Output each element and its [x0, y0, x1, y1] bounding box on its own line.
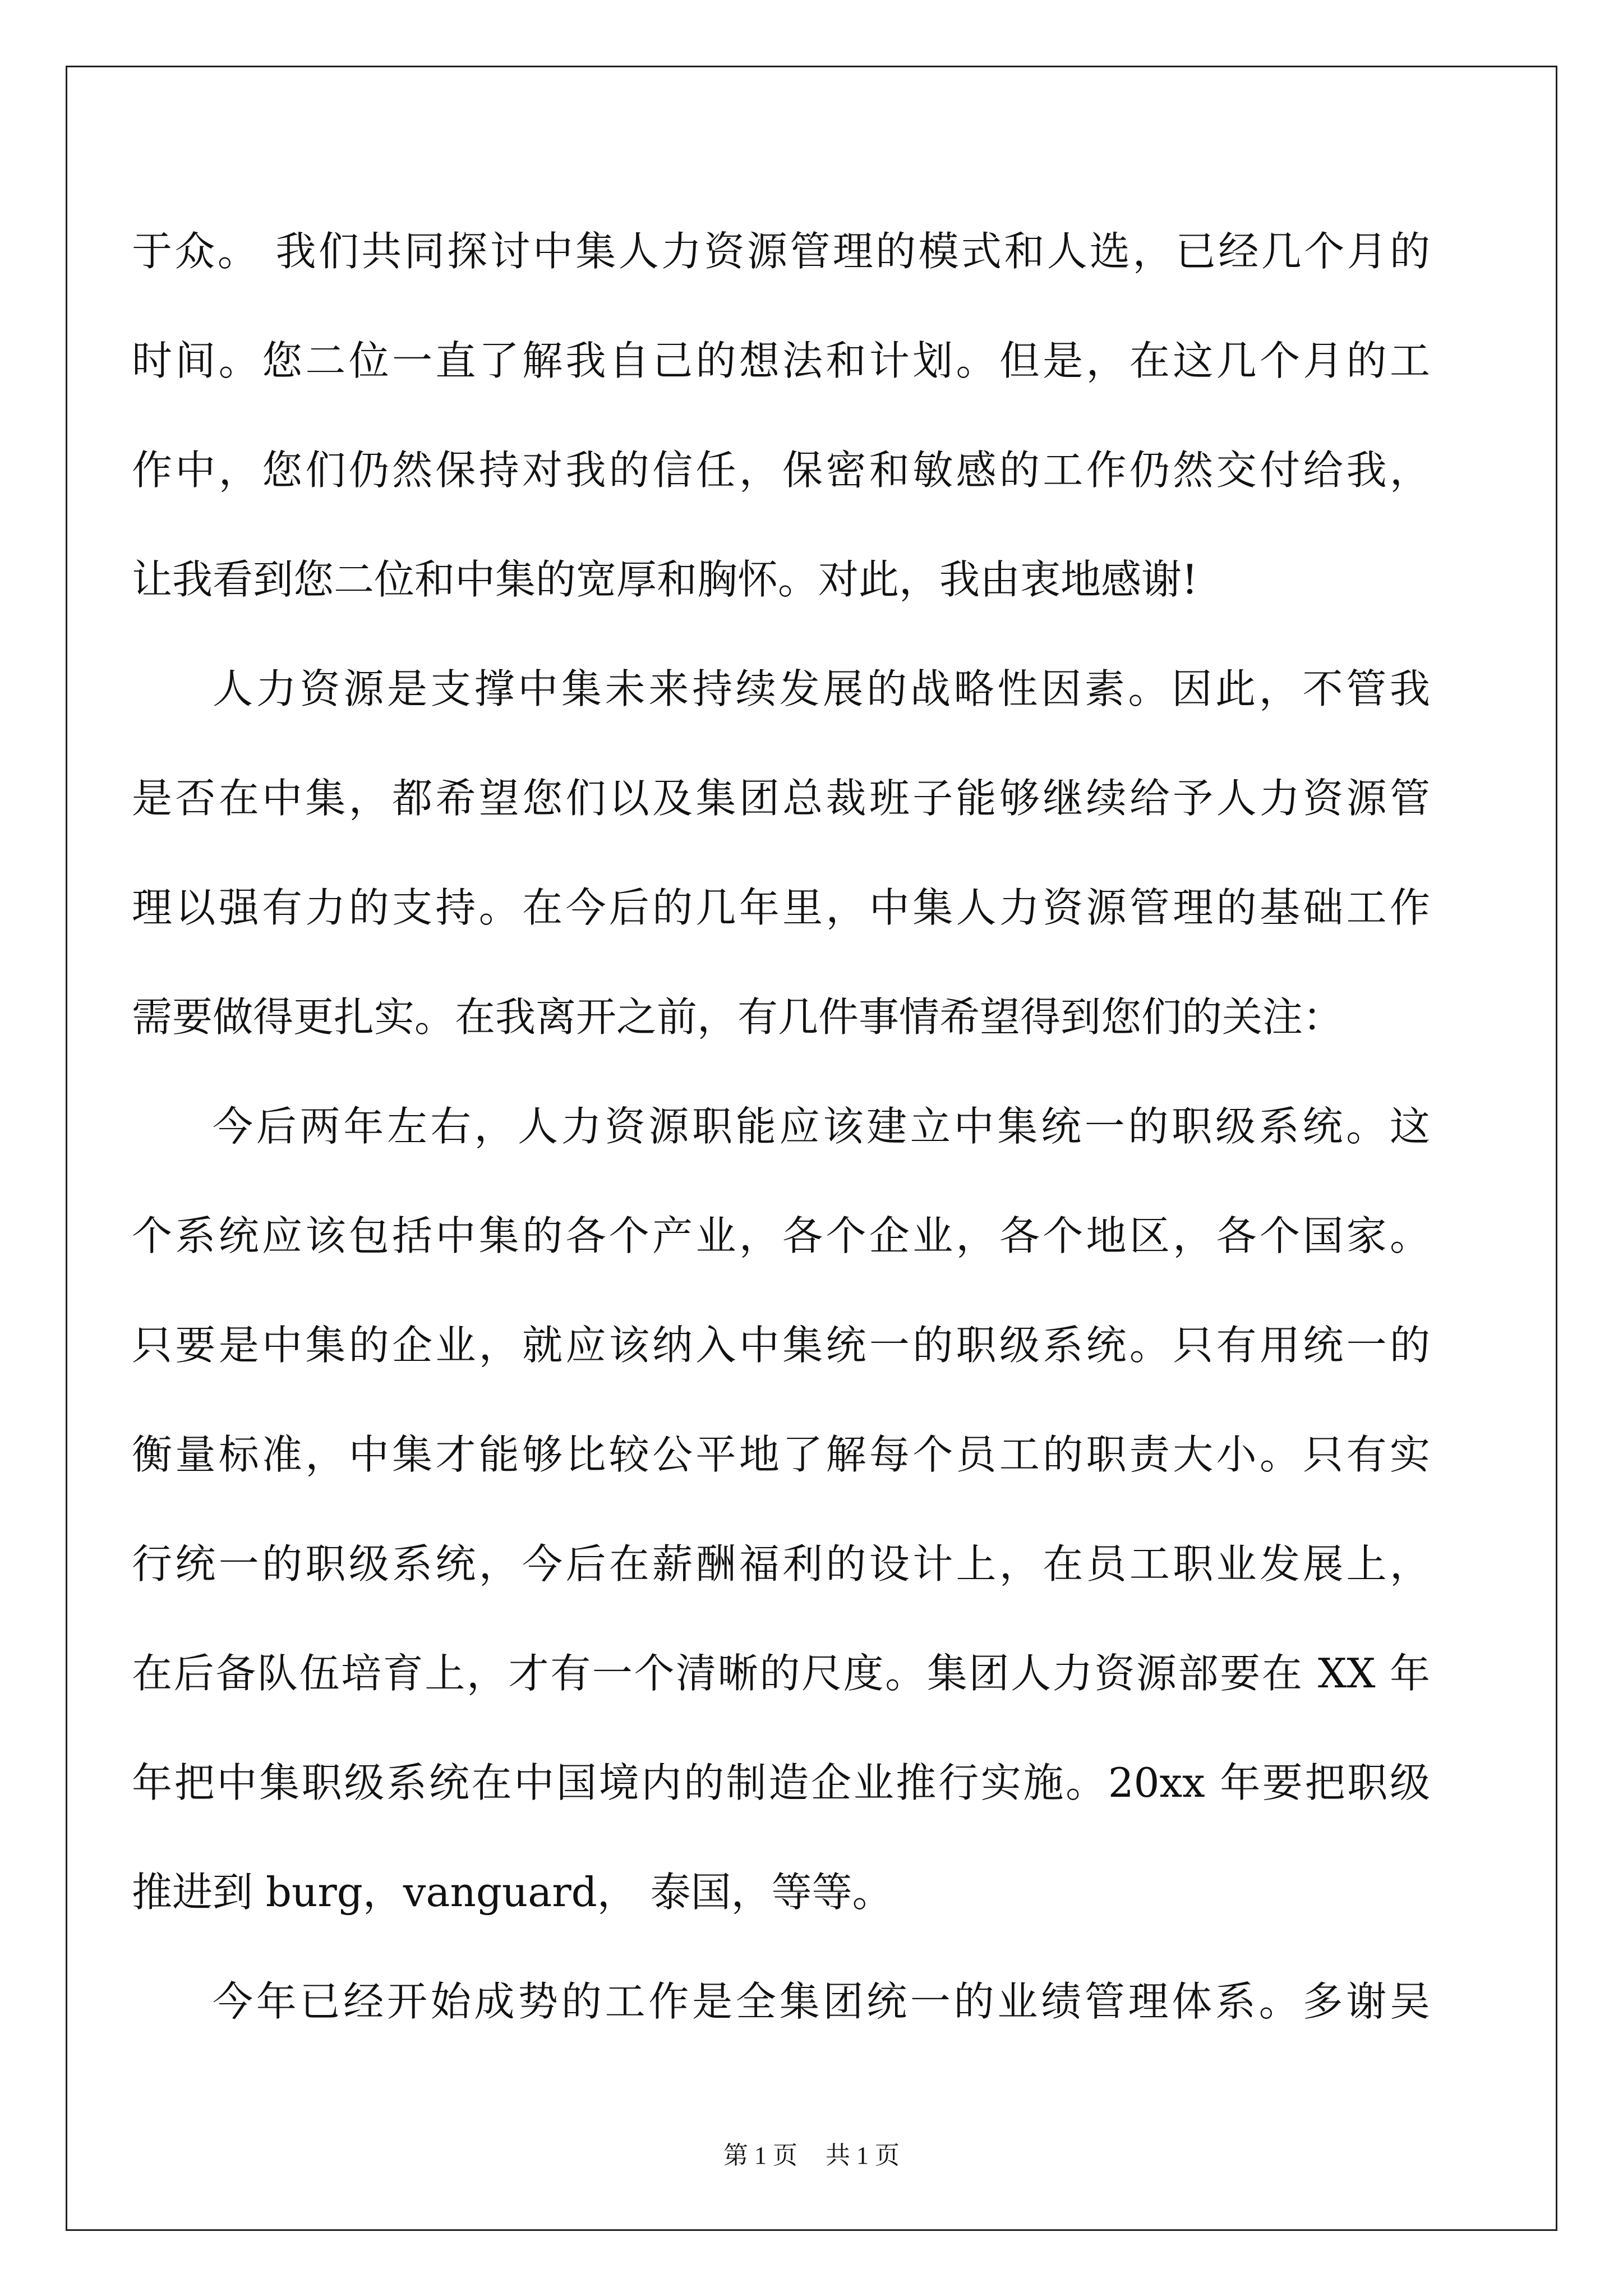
document-body — [132, 218, 1430, 2077]
text-line: 时间。您二位一直了解我自己的想法和计划。但是，在这几个月的工 — [132, 337, 1430, 384]
page-footer — [0, 2139, 1623, 2173]
text-line: 只要是中集的企业，就应该纳入中集统一的职级系统。只有用统一的 — [132, 1322, 1430, 1369]
text-line: 行统一的职级系统，今后在薪酬福利的设计上，在员工职业发展上， — [132, 1540, 1430, 1588]
text-line: 让我看到您二位和中集的宽厚和胸怀。对此，我由衷地感谢! — [132, 556, 1198, 603]
text-line: 理以强有力的支持。在今后的几年里，中集人力资源管理的基础工作 — [132, 884, 1430, 931]
text-line: 是否在中集，都希望您们以及集团总裁班子能够继续给予人力资源管 — [132, 775, 1430, 822]
text-line: 年把中集职级系统在中国境内的制造企业推行实施。20xx 年要把职级 — [132, 1759, 1430, 1806]
text-line: 推进到 burg，vanguard， 泰国，等等。 — [132, 1869, 893, 1916]
text-line: 在后备队伍培育上，才有一个清晰的尺度。集团人力资源部要在 XX 年 — [132, 1650, 1430, 1697]
page-number: 第 1 页 — [723, 2142, 797, 2169]
text-line: 今后两年左右，人力资源职能应该建立中集统一的职级系统。这 — [213, 1103, 1430, 1150]
text-line: 作中，您们仍然保持对我的信任，保密和敏感的工作仍然交付给我， — [132, 447, 1430, 494]
text-line: 人力资源是支撑中集未来持续发展的战略性因素。因此，不管我 — [213, 665, 1430, 712]
text-line: 需要做得更扎实。在我离开之前，有几件事情希望得到您们的关注： — [132, 993, 1344, 1041]
text-line: 衡量标准，中集才能够比较公平地了解每个员工的职责大小。只有实 — [132, 1431, 1430, 1478]
text-line: 今年已经开始成势的工作是全集团统一的业绩管理体系。多谢吴 — [213, 1978, 1430, 2025]
page-total: 共 1 页 — [826, 2142, 900, 2169]
text-line: 个系统应该包括中集的各个产业，各个企业，各个地区，各个国家。 — [132, 1212, 1430, 1259]
text-line: 于众。 我们共同探讨中集人力资源管理的模式和人选，已经几个月的 — [132, 228, 1430, 275]
